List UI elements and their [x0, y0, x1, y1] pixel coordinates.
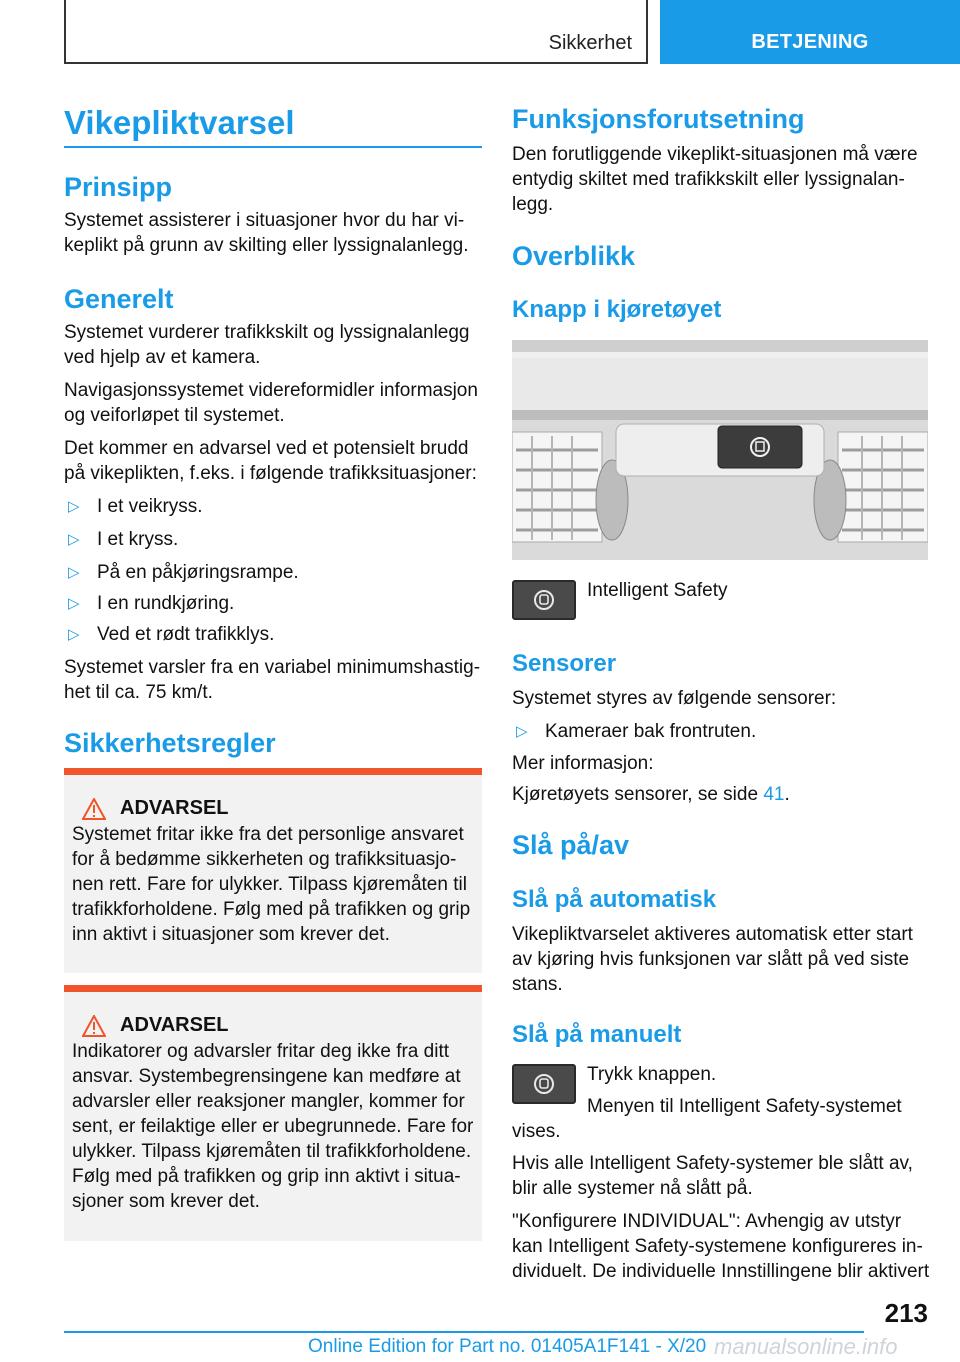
overview-heading: Overblikk	[512, 241, 636, 271]
page-title: Vikepliktvarsel	[64, 104, 295, 141]
warning-line: Systemet fritar ikke fra det personlige ansvaret	[72, 824, 464, 845]
manual-text-2a: Menyen til Intelligent Safety-systemet	[587, 1096, 902, 1117]
list-item	[64, 591, 234, 616]
reference-end: .	[784, 784, 790, 805]
triangle-bullet-icon: ▷	[516, 723, 528, 740]
general-p2-line1: Navigasjonssystemet videreformidler informasjon	[64, 380, 478, 401]
list-item-text: På en påkjøringsrampe.	[97, 562, 299, 583]
warning-label: ADVARSEL	[120, 797, 229, 819]
intelligent-safety-button-icon	[512, 580, 576, 620]
footer-rule	[64, 1331, 864, 1333]
list-item-text: Kameraer bak frontruten.	[545, 721, 757, 742]
list-item-text: Ved et rødt trafikklys.	[97, 624, 275, 645]
auto-text-3: stans.	[512, 974, 563, 995]
warning-triangle-icon	[82, 1015, 106, 1037]
header-section-title: Sikkerhet	[548, 32, 632, 54]
function-text-3: legg.	[512, 194, 554, 215]
list-item-text: I et kryss.	[97, 529, 179, 550]
page-number: 213	[884, 1298, 928, 1328]
general-p1-line2: ved hjelp av et kamera.	[64, 347, 261, 368]
auto-text-2: av kjøring hvis funksjonen var slått på ved siste	[512, 949, 910, 970]
warning-text	[72, 1039, 474, 1214]
auto-heading: Slå på automatisk	[512, 886, 717, 913]
principle-heading: Prinsipp	[64, 172, 173, 202]
manual-text-4c: dividuelt. De individuelle Innstillingene blir aktivert	[512, 1261, 930, 1282]
page-link-41[interactable]: 41	[763, 784, 785, 805]
principle-text-2: keplikt på grunn av skilting eller lyssignalanlegg.	[64, 235, 469, 256]
warning-line: advarsler eller reaksjoner mangler, kommer for	[72, 1091, 465, 1112]
car-shield-icon	[532, 588, 556, 612]
general-heading: Generelt	[64, 284, 174, 314]
general-p4-line2: het til ca. 75 km/t.	[64, 682, 213, 703]
function-text-2: entydig skiltet med trafikkskilt eller lyssignalan-	[512, 169, 905, 190]
header-frame	[64, 0, 648, 64]
warning-line: sjoner som krever det.	[72, 1191, 260, 1212]
manual-text-2b: vises.	[512, 1121, 561, 1142]
sensors-text: Systemet styres av følgende sensorer:	[512, 688, 837, 709]
manual-text-4b: kan Intelligent Safety-systemene konfigureres in-	[512, 1236, 923, 1257]
manual-heading: Slå på manuelt	[512, 1021, 682, 1048]
function-heading: Funksjonsforutsetning	[512, 104, 805, 134]
button-label: Intelligent Safety	[587, 580, 728, 601]
triangle-bullet-icon: ▷	[68, 626, 80, 643]
warning-line: for å bedømme sikkerheten og trafikksituasjo-	[72, 849, 457, 870]
manual-text-4a: "Konfigurere INDIVIDUAL": Avhengig av utstyr	[512, 1211, 902, 1232]
warning-line: sent, er feilaktige eller er ubegrunnede. Fare for	[72, 1116, 474, 1137]
list-item	[64, 560, 299, 585]
list-item	[64, 622, 274, 647]
vehicle-button-photo	[512, 340, 928, 560]
general-p3-line2: på vikeplikten, f.eks. i følgende trafikksituasjoner:	[64, 463, 477, 484]
button-heading: Knapp i kjøretøyet	[512, 296, 722, 323]
auto-text-1: Vikepliktvarselet aktiveres automatisk etter start	[512, 924, 913, 945]
header-chapter-label: BETJENING	[751, 30, 869, 53]
list-item	[512, 719, 756, 744]
warning-triangle-icon	[82, 798, 106, 820]
car-shield-icon	[532, 1072, 556, 1096]
title-rule	[64, 146, 482, 148]
list-item	[64, 494, 203, 519]
manual-text-1: Trykk knappen.	[587, 1064, 717, 1085]
function-text-1: Den forutliggende vikeplikt-situasjonen må være	[512, 144, 918, 165]
warning-line: Indikatorer og advarsler fritar deg ikke fra ditt	[72, 1041, 450, 1062]
triangle-bullet-icon: ▷	[68, 595, 80, 612]
general-p1-line1: Systemet vurderer trafikkskilt og lyssignalanlegg	[64, 322, 470, 343]
dashboard-illustration	[512, 340, 928, 560]
warning-line: ulykker. Tilpass kjøremåten til trafikkforholdene.	[72, 1141, 472, 1162]
warning-line: ansvar. Systembegrensingene kan medføre at	[72, 1066, 461, 1087]
triangle-bullet-icon: ▷	[68, 498, 80, 515]
warning-line: Følg med på trafikken og grip inn aktivt i situa-	[72, 1166, 461, 1187]
warning-text	[72, 822, 474, 947]
sensor-reference	[512, 782, 790, 807]
intelligent-safety-button-icon	[512, 1064, 576, 1104]
general-p2-line2: og veiforløpet til systemet.	[64, 405, 285, 426]
general-p3-line1: Det kommer en advarsel ved et potensielt brudd	[64, 438, 469, 459]
manual-text-3a: Hvis alle Intelligent Safety-systemer ble slått av,	[512, 1153, 913, 1174]
onoff-heading: Slå på/av	[512, 830, 630, 860]
list-item	[64, 527, 178, 552]
list-item-text: I en rundkjøring.	[97, 593, 235, 614]
warning-label: ADVARSEL	[120, 1014, 229, 1036]
warning-line: trafikkforholdene. Følg med på trafikken og grip	[72, 899, 471, 920]
list-item-text: I et veikryss.	[97, 496, 203, 517]
triangle-bullet-icon: ▷	[68, 564, 80, 581]
reference-text: Kjøretøyets sensorer, se side	[512, 784, 764, 805]
triangle-bullet-icon: ▷	[68, 531, 80, 548]
warning-box-2	[64, 985, 482, 1241]
header-chapter-tab	[660, 0, 960, 64]
principle-text-1: Systemet assisterer i situasjoner hvor du har vi-	[64, 210, 465, 231]
sensors-heading: Sensorer	[512, 650, 617, 677]
footer-edition: Online Edition for Part no. 01405A1F141 - X/20	[308, 1336, 707, 1357]
safety-heading: Sikkerhetsregler	[64, 728, 276, 758]
general-p4-line1: Systemet varsler fra en variabel minimumshastig-	[64, 657, 481, 678]
footer-watermark: manualsonline.info	[714, 1334, 898, 1359]
more-info-text: Mer informasjon:	[512, 753, 654, 774]
warning-line: inn aktivt i situasjoner som krever det.	[72, 924, 390, 945]
manual-text-3b: blir alle systemer nå slått på.	[512, 1178, 753, 1199]
warning-box-1	[64, 768, 482, 973]
warning-line: nen rett. Fare for ulykker. Tilpass kjøremåten til	[72, 874, 467, 895]
